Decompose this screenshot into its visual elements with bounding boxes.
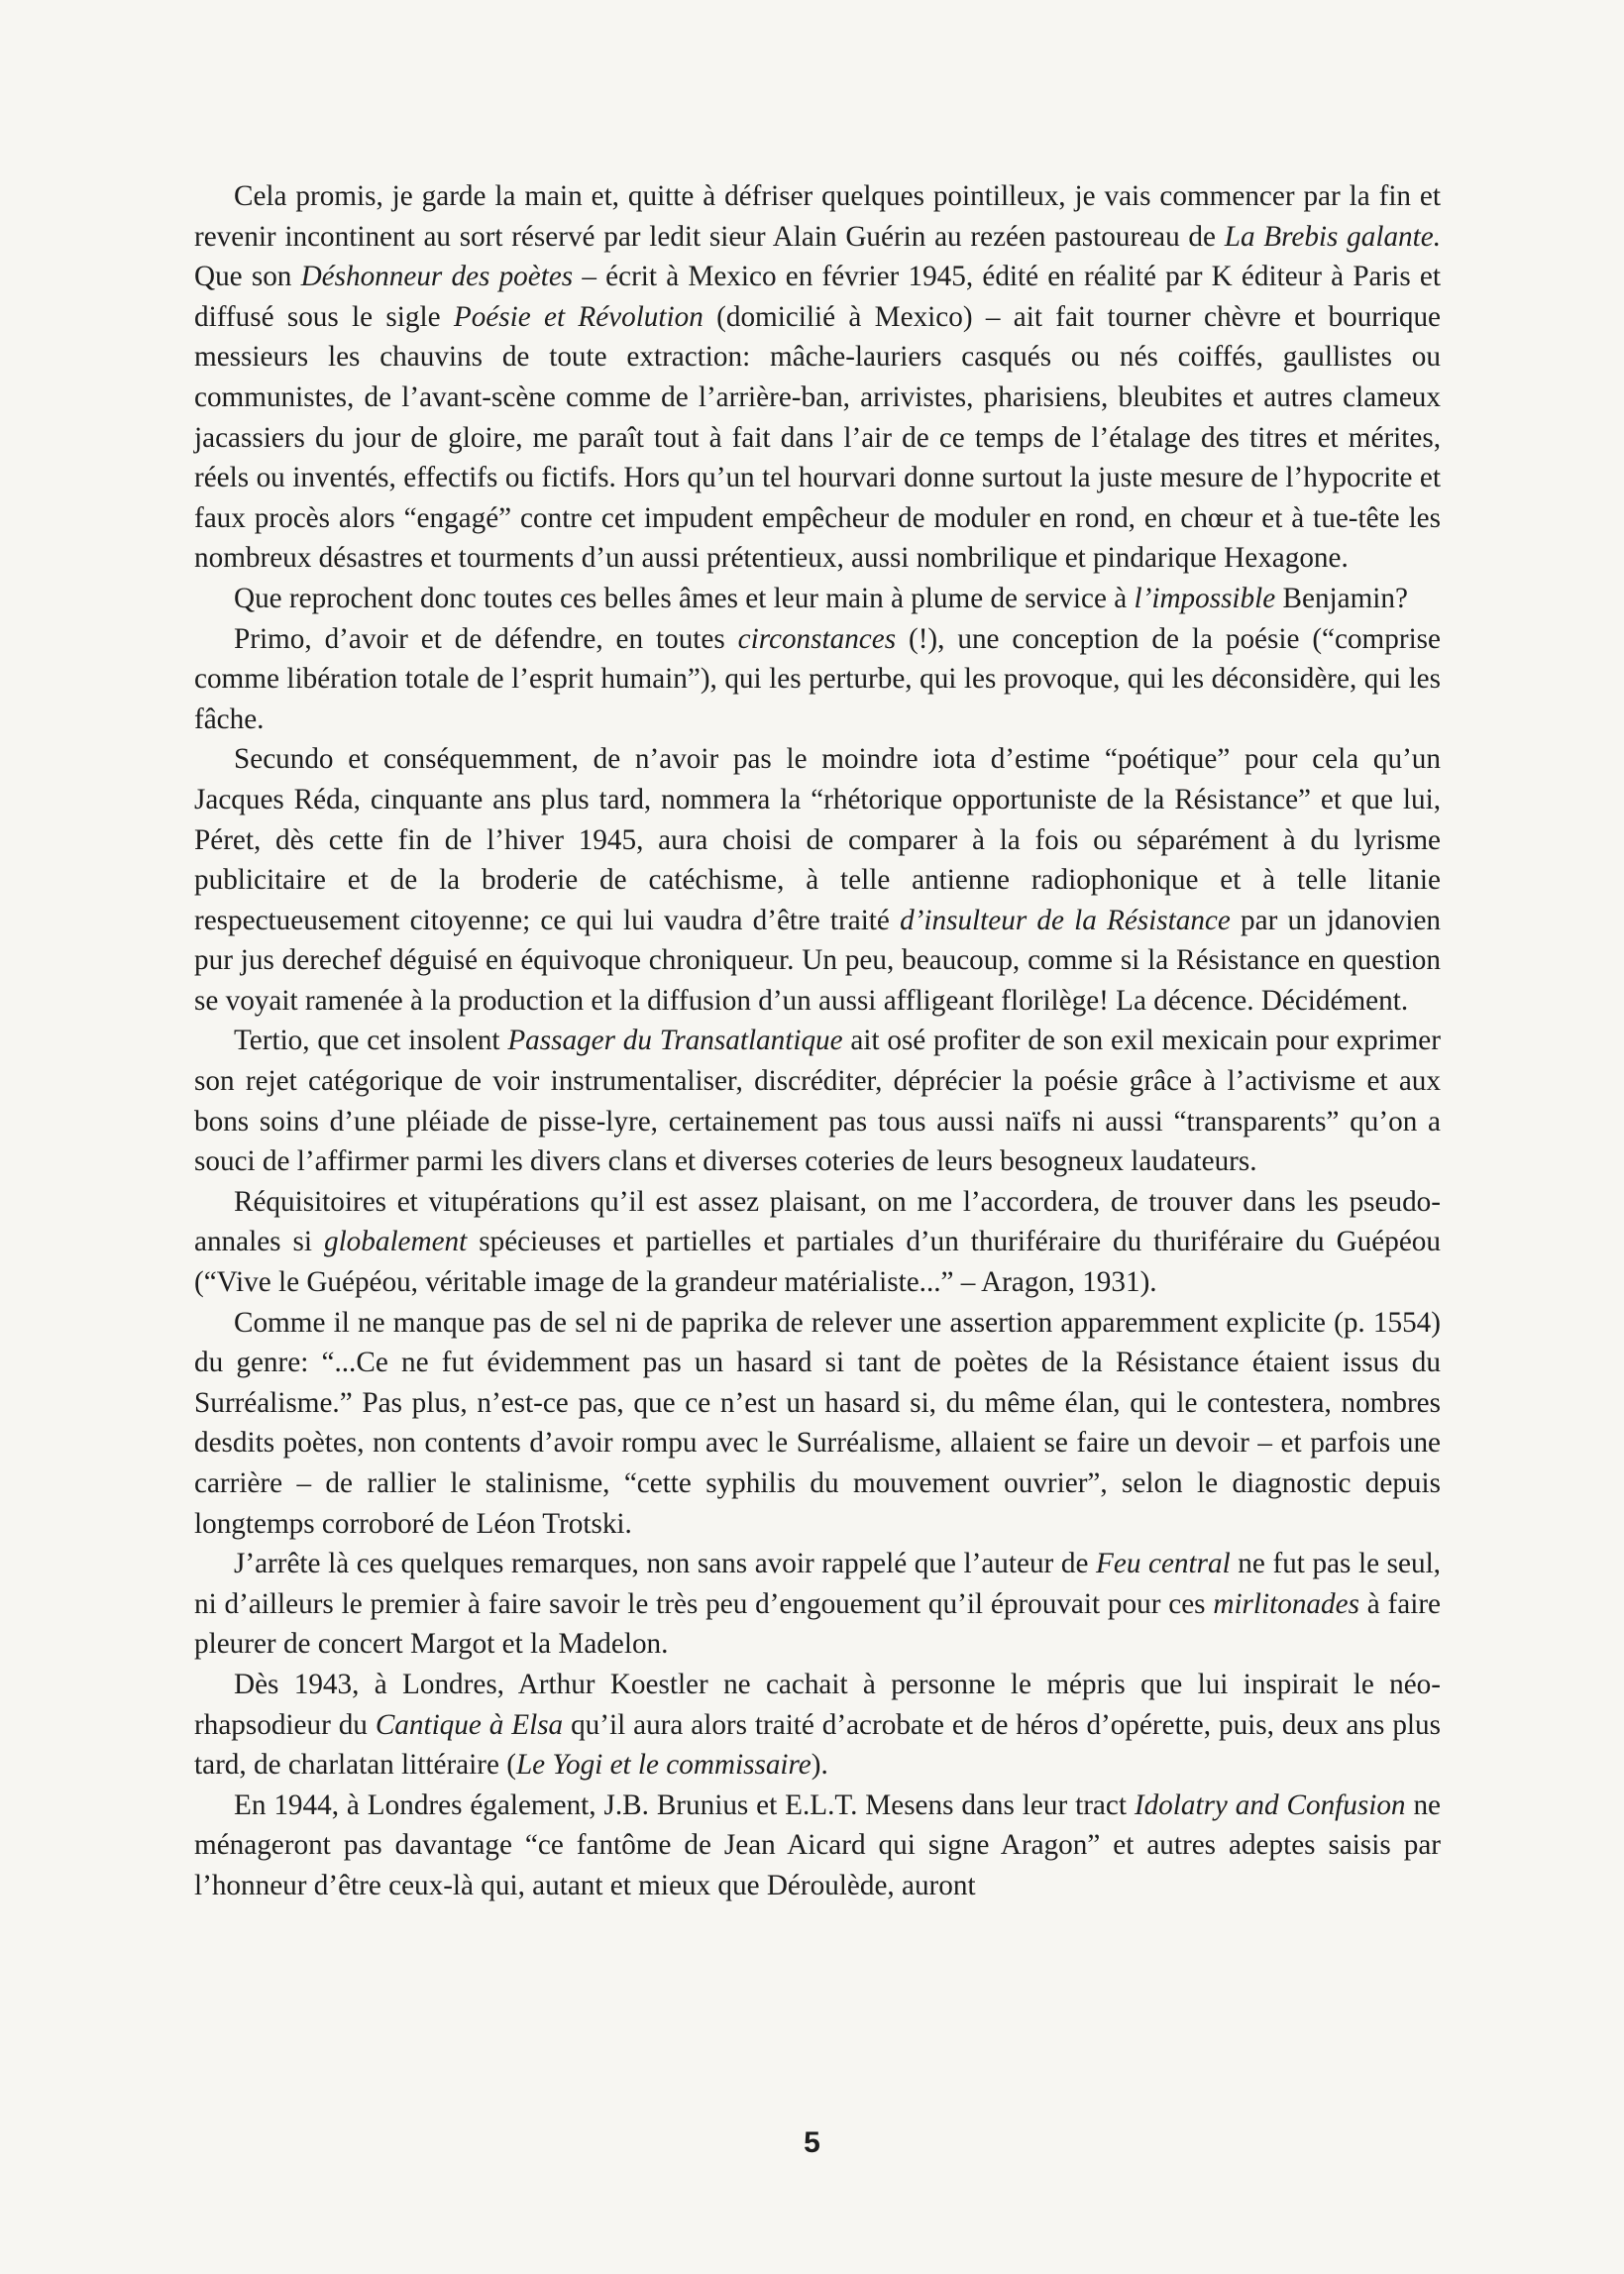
italic-title: Passager du Transatlantique: [507, 1025, 843, 1057]
text-run: spécieuses et partielles et partiales d’un thuriféraire du thuriféraire du Guépéou (“Vive le Guépéou, véritable image de la grandeur matérialiste...” – Aragon, 1931).: [194, 1226, 1441, 1299]
text-run: Cela promis, je garde la main et, quitte à défriser quelques pointilleux, je vais commencer par la fin et revenir incontinent au sort réservé par ledit sieur Alain Guérin au rezéen pastoureau de: [194, 180, 1441, 253]
text-run: Primo, d’avoir et de défendre, en toutes: [234, 622, 738, 655]
text-run: Dès 1943, à Londres, Arthur Koestler ne cachait à personne le mépris que lui inspirait le néo-rhapsodieur du: [194, 1668, 1441, 1741]
text-run: Tertio, que cet insolent: [234, 1025, 508, 1057]
text-run: – écrit à Mexico en février 1945, édité en réalité par K éditeur à Paris et diffusé sous le sigle: [194, 261, 1441, 333]
text-run: par un jdanovien pur jus derechef déguisé en équivoque chroniqueur. Un peu, beaucoup, comme si la Résistance en question se voyait ramenée à la production et la diffusion d’un aussi affligeant florilège! La décence. Décidément.: [194, 904, 1441, 1017]
paragraph: [194, 1021, 1441, 1181]
text-run: Que reprochent donc toutes ces belles âmes et leur main à plume de service à: [234, 582, 1135, 614]
italic-title: l’impossible: [1134, 582, 1276, 614]
italic-title: La Brebis galante.: [1224, 220, 1441, 253]
text-run: En 1944, à Londres également, J.B. Brunius et E.L.T. Mesens dans leur tract: [234, 1788, 1135, 1821]
text-run: ait osé profiter de son exil mexicain pour exprimer son rejet catégorique de voir instrumentaliser, discréditer, déprécier la poésie grâce à l’activisme et aux bons soins d’une pléiade de pisse-lyre, certainement pas tous aussi naïfs ni aussi “transparents” qu’on a souci de l’affirmer parmi les divers clans et diverses coteries de leurs besogneux laudateurs.: [194, 1025, 1441, 1178]
text-run: Que son: [194, 261, 301, 293]
text-run: Secundo et conséquemment, de n’avoir pas le moindre iota d’estime “poétique” pour cela qu’un Jacques Réda, cinquante ans plus tard, nommera la “rhétorique opportuniste de la Résistance” et que lui, Péret, dès cette fin de l’hiver 1945, aura choisi de comparer à la fois ou séparément à du lyrisme publicitaire et de la broderie de catéchisme, à telle antienne radiophonique et à telle litanie respectueusement citoyenne; ce qui lui vaudra d’être traité: [194, 743, 1441, 936]
text-run: à faire pleurer de concert Margot et la Madelon.: [194, 1587, 1441, 1661]
italic-title: Cantique à Elsa: [375, 1708, 564, 1741]
paragraph: [194, 1182, 1441, 1303]
paragraph: [194, 176, 1441, 579]
text-run: Réquisitoires et vitupérations qu’il est assez plaisant, on me l’accordera, de trouver dans les pseudo-annales si: [194, 1185, 1441, 1258]
text-run: Benjamin?: [1275, 582, 1408, 614]
italic-title: Feu central: [1096, 1548, 1231, 1580]
italic-title: mirlitonades: [1213, 1587, 1359, 1620]
text-run: ne fut pas le seul, ni d’ailleurs le premier à faire savoir le très peu d’engouement qu’il éprouvait pour ces: [194, 1548, 1441, 1620]
text-run: J’arrête là ces quelques remarques, non sans avoir rappelé que l’auteur de: [234, 1548, 1097, 1580]
paragraph: [194, 1665, 1441, 1786]
paragraph: [194, 739, 1441, 1021]
italic-title: Déshonneur des poètes: [300, 261, 574, 293]
paragraph: [194, 1303, 1441, 1545]
text-run: (domicilié à Mexico) – ait fait tourner chèvre et bourrique messieurs les chauvins de toute extraction: mâche-lauriers casqués ou nés coiffés, gaullistes ou communistes, de l’avant-scène comme de l’arrière-ban, arrivistes, pharisiens, bleubites et autres clameux jacassiers du jour de gloire, me paraît tout à fait dans l’air de ce temps de l’étalage des titres et mérites, réels ou inventés, effectifs ou fictifs. Hors qu’un tel hourvari donne surtout la juste mesure de l’hypocrite et faux procès alors “engagé” contre cet impudent empêcheur de moduler en rond, en chœur et à tue-tête les nombreux désastres et tourments d’un aussi prétentieux, aussi nombrilique et pindarique Hexagone.: [194, 300, 1441, 575]
italic-title: Poésie et Révolution: [453, 300, 704, 333]
text-run: (!), une conception de la poésie (“comprise comme libération totale de l’esprit humain”), qui les perturbe, qui les provoque, qui les déconsidère, qui les fâche.: [194, 622, 1441, 735]
text-run: ).: [811, 1749, 828, 1782]
italic-title: d’insulteur de la Résistance: [900, 904, 1231, 936]
paragraph: [194, 1544, 1441, 1665]
italic-title: Le Yogi et le commissaire: [515, 1749, 812, 1782]
italic-title: Idolatry and Confusion: [1134, 1788, 1406, 1821]
text-run: Comme il ne manque pas de sel ni de paprika de relever une assertion apparemment explicite (p. 1554) du genre: “...Ce ne fut évidemment pas un hasard si tant de poètes de la Résistance étaient issus du Surréalisme.” Pas plus, n’est-ce pas, que ce n’est un hasard si, du même élan, qui le contestera, nombres desdits poètes, non contents d’avoir rompu avec le Surréalisme, allaient se faire un devoir – et parfois une carrière – de rallier le stalinisme, “cette syphilis du mouvement ouvrier”, selon le diagnostic depuis longtemps corroboré de Léon Trotski.: [194, 1306, 1441, 1540]
italic-title: circonstances: [737, 622, 897, 655]
page-body: [194, 176, 1441, 1906]
text-run: ne ménageront pas davantage “ce fantôme de Jean Aicard qui signe Aragon” et autres adeptes saisis par l’honneur d’être ceux-là qui, autant et mieux que Déroulède, auront: [194, 1788, 1441, 1901]
paragraph: [194, 619, 1441, 740]
page-number: 5: [804, 2126, 820, 2159]
text-run: qu’il aura alors traité d’acrobate et de héros d’opérette, puis, deux ans plus tard, de charlatan littéraire (: [194, 1708, 1441, 1782]
paragraph: [194, 579, 1441, 619]
paragraph: [194, 1786, 1441, 1906]
italic-title: globalement: [323, 1226, 468, 1258]
